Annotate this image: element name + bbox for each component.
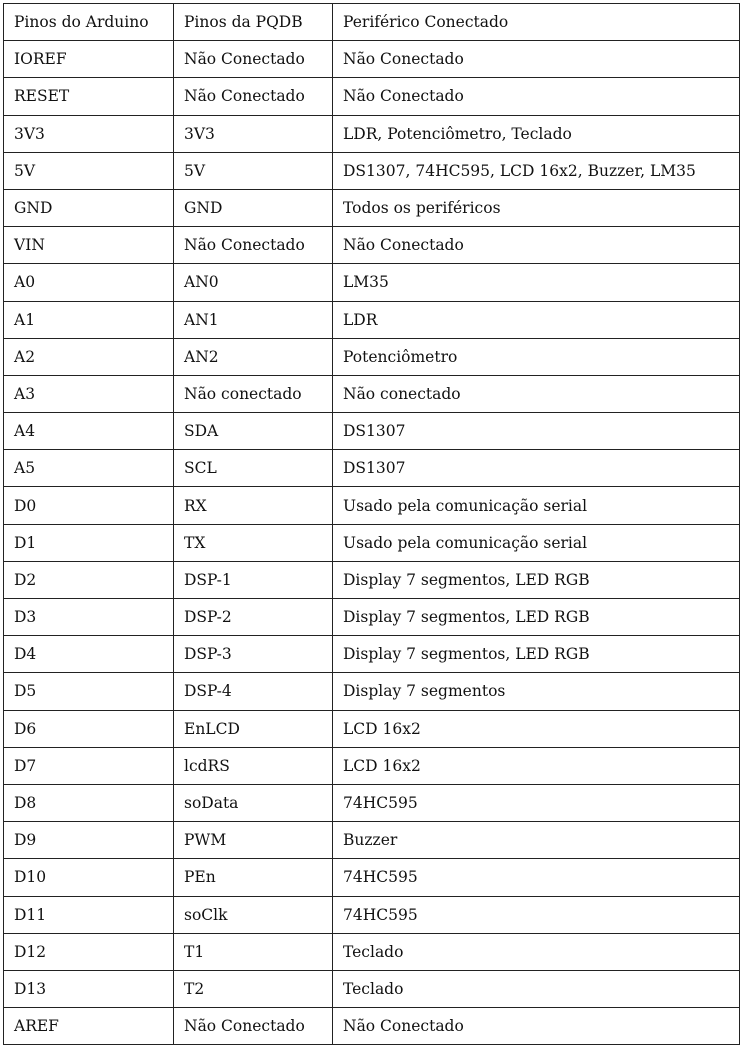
peripheral-cell: Todos os periféricos bbox=[333, 189, 740, 226]
table-body bbox=[4, 41, 740, 1045]
table-row bbox=[4, 524, 740, 561]
peripheral-cell: Não Conectado bbox=[333, 78, 740, 115]
arduino-pin-cell: D4 bbox=[4, 636, 174, 673]
table-header bbox=[4, 4, 740, 41]
arduino-pin-cell: A3 bbox=[4, 375, 174, 412]
header-connected-peripheral: Periférico Conectado bbox=[333, 4, 740, 41]
table-row bbox=[4, 1008, 740, 1045]
pqdb-pin-cell: DSP-2 bbox=[174, 599, 333, 636]
table-row bbox=[4, 227, 740, 264]
arduino-pin-cell: D3 bbox=[4, 599, 174, 636]
arduino-pin-cell: D5 bbox=[4, 673, 174, 710]
header-arduino-pins: Pinos do Arduino bbox=[4, 4, 174, 41]
arduino-pin-cell: A2 bbox=[4, 338, 174, 375]
arduino-pin-cell: A5 bbox=[4, 450, 174, 487]
pqdb-pin-cell: AN1 bbox=[174, 301, 333, 338]
peripheral-cell: 74HC595 bbox=[333, 896, 740, 933]
pqdb-pin-cell: Não Conectado bbox=[174, 41, 333, 78]
pqdb-pin-cell: 5V bbox=[174, 152, 333, 189]
table-row bbox=[4, 301, 740, 338]
arduino-pin-cell: D10 bbox=[4, 859, 174, 896]
table-row bbox=[4, 933, 740, 970]
pqdb-pin-cell: T2 bbox=[174, 970, 333, 1007]
arduino-pin-cell: D0 bbox=[4, 487, 174, 524]
arduino-pin-cell: D2 bbox=[4, 561, 174, 598]
arduino-pin-cell: D12 bbox=[4, 933, 174, 970]
peripheral-cell: LCD 16x2 bbox=[333, 710, 740, 747]
pqdb-pin-cell: PEn bbox=[174, 859, 333, 896]
table-row bbox=[4, 822, 740, 859]
arduino-pin-cell: D13 bbox=[4, 970, 174, 1007]
pqdb-pin-cell: T1 bbox=[174, 933, 333, 970]
pqdb-pin-cell: AN0 bbox=[174, 264, 333, 301]
peripheral-cell: Potenciômetro bbox=[333, 338, 740, 375]
table-row bbox=[4, 189, 740, 226]
table-row bbox=[4, 41, 740, 78]
arduino-pin-cell: VIN bbox=[4, 227, 174, 264]
peripheral-cell: Display 7 segmentos, LED RGB bbox=[333, 561, 740, 598]
table-row bbox=[4, 859, 740, 896]
pqdb-pin-cell: DSP-3 bbox=[174, 636, 333, 673]
peripheral-cell: Usado pela comunicação serial bbox=[333, 487, 740, 524]
arduino-pin-cell: D1 bbox=[4, 524, 174, 561]
table-row bbox=[4, 413, 740, 450]
peripheral-cell: Usado pela comunicação serial bbox=[333, 524, 740, 561]
table-row bbox=[4, 636, 740, 673]
peripheral-cell: Teclado bbox=[333, 970, 740, 1007]
table-row bbox=[4, 970, 740, 1007]
pqdb-pin-cell: SDA bbox=[174, 413, 333, 450]
table-row bbox=[4, 561, 740, 598]
table-row bbox=[4, 487, 740, 524]
pqdb-pin-cell: TX bbox=[174, 524, 333, 561]
header-pqdb-pins: Pinos da PQDB bbox=[174, 4, 333, 41]
pqdb-pin-cell: PWM bbox=[174, 822, 333, 859]
arduino-pin-cell: A1 bbox=[4, 301, 174, 338]
peripheral-cell: Não conectado bbox=[333, 375, 740, 412]
arduino-pin-cell: 5V bbox=[4, 152, 174, 189]
peripheral-cell: 74HC595 bbox=[333, 784, 740, 821]
peripheral-cell: Display 7 segmentos bbox=[333, 673, 740, 710]
pqdb-pin-cell: Não Conectado bbox=[174, 227, 333, 264]
table-row bbox=[4, 896, 740, 933]
table-row bbox=[4, 450, 740, 487]
peripheral-cell: 74HC595 bbox=[333, 859, 740, 896]
peripheral-cell: LCD 16x2 bbox=[333, 747, 740, 784]
pqdb-pin-cell: 3V3 bbox=[174, 115, 333, 152]
table-row bbox=[4, 78, 740, 115]
pqdb-pin-cell: EnLCD bbox=[174, 710, 333, 747]
pin-mapping-table bbox=[3, 3, 740, 1045]
peripheral-cell: Teclado bbox=[333, 933, 740, 970]
arduino-pin-cell: D11 bbox=[4, 896, 174, 933]
pqdb-pin-cell: lcdRS bbox=[174, 747, 333, 784]
arduino-pin-cell: D6 bbox=[4, 710, 174, 747]
peripheral-cell: DS1307 bbox=[333, 413, 740, 450]
pqdb-pin-cell: Não Conectado bbox=[174, 1008, 333, 1045]
peripheral-cell: Display 7 segmentos, LED RGB bbox=[333, 636, 740, 673]
pqdb-pin-cell: soData bbox=[174, 784, 333, 821]
peripheral-cell: LDR bbox=[333, 301, 740, 338]
peripheral-cell: Buzzer bbox=[333, 822, 740, 859]
table-row bbox=[4, 115, 740, 152]
pqdb-pin-cell: GND bbox=[174, 189, 333, 226]
pqdb-pin-cell: Não conectado bbox=[174, 375, 333, 412]
pqdb-pin-cell: DSP-4 bbox=[174, 673, 333, 710]
peripheral-cell: DS1307 bbox=[333, 450, 740, 487]
arduino-pin-cell: A4 bbox=[4, 413, 174, 450]
pqdb-pin-cell: DSP-1 bbox=[174, 561, 333, 598]
table-row bbox=[4, 338, 740, 375]
arduino-pin-cell: D7 bbox=[4, 747, 174, 784]
table-row bbox=[4, 673, 740, 710]
pqdb-pin-cell: RX bbox=[174, 487, 333, 524]
peripheral-cell: LDR, Potenciômetro, Teclado bbox=[333, 115, 740, 152]
arduino-pin-cell: D9 bbox=[4, 822, 174, 859]
peripheral-cell: Não Conectado bbox=[333, 227, 740, 264]
arduino-pin-cell: RESET bbox=[4, 78, 174, 115]
table-row bbox=[4, 375, 740, 412]
arduino-pin-cell: AREF bbox=[4, 1008, 174, 1045]
table-row bbox=[4, 264, 740, 301]
peripheral-cell: Não Conectado bbox=[333, 41, 740, 78]
table-row bbox=[4, 784, 740, 821]
arduino-pin-cell: GND bbox=[4, 189, 174, 226]
table-row bbox=[4, 747, 740, 784]
header-row bbox=[4, 4, 740, 41]
table-row bbox=[4, 599, 740, 636]
peripheral-cell: Não Conectado bbox=[333, 1008, 740, 1045]
arduino-pin-cell: IOREF bbox=[4, 41, 174, 78]
pqdb-pin-cell: AN2 bbox=[174, 338, 333, 375]
pqdb-pin-cell: SCL bbox=[174, 450, 333, 487]
arduino-pin-cell: D8 bbox=[4, 784, 174, 821]
arduino-pin-cell: A0 bbox=[4, 264, 174, 301]
table-row bbox=[4, 710, 740, 747]
table-row bbox=[4, 152, 740, 189]
arduino-pin-cell: 3V3 bbox=[4, 115, 174, 152]
pqdb-pin-cell: soClk bbox=[174, 896, 333, 933]
peripheral-cell: Display 7 segmentos, LED RGB bbox=[333, 599, 740, 636]
peripheral-cell: LM35 bbox=[333, 264, 740, 301]
peripheral-cell: DS1307, 74HC595, LCD 16x2, Buzzer, LM35 bbox=[333, 152, 740, 189]
pqdb-pin-cell: Não Conectado bbox=[174, 78, 333, 115]
